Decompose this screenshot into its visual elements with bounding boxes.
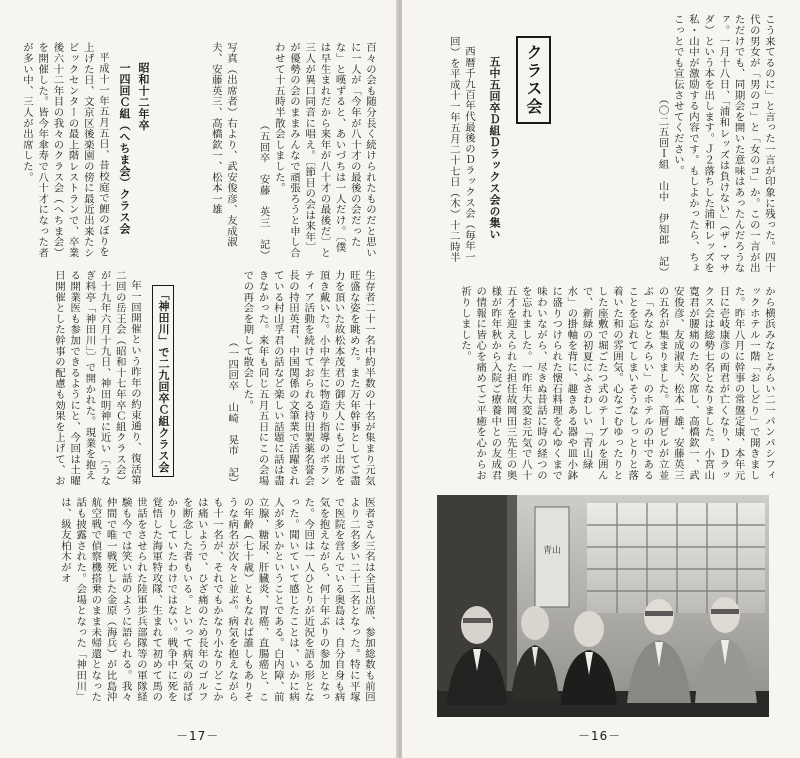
- right-text-col-a: [578, 14, 776, 278]
- left-col-a-signature: （五回卒 安藤 英三 記）: [257, 119, 270, 260]
- page-number-17: －17－: [176, 729, 220, 743]
- page-17: [0, 0, 398, 758]
- right-text-col-b: [424, 36, 476, 264]
- heading-kanda-gawa: 「神田川」で二九回卒Ｃ組クラス会: [152, 285, 174, 477]
- photo-caption: 写真（出席者）右より、武安俊彦、友成淑夫、安藤英三、高橋欽一、松本一雄: [209, 42, 237, 248]
- scroll-calligraphy: 青山: [542, 546, 562, 556]
- right-col-a-text: こう来てるのに」と言った一言が印象に残った。四十代の男女が「男のコ」と「女のコ」か。この一言が出ただけでも、同期会を開いた意味はあったんだろうなァ。一月十八日、「浦和レッズは負けない」（ザ・マサダ）という本を出します。Ｊ２落ちした浦和レッズを私・山中が激励する内容です。もしよかったら、ちょこっとでも宣伝させてください。: [671, 14, 775, 274]
- group-photo-illustration: [437, 495, 769, 717]
- left-photo-caption: [158, 42, 238, 260]
- left-col-b-text: 平成十一年五月五日、昔校庭で鯉のぼりを上げた日、文京区後楽園の傍に最近出来たシビックセンターの最上階レストランで、卒業後六十二年目の我々のクラス会（へちま会）を開催した。皆今年傘寿で八十才になった者が多い中、三人が出席した。: [20, 42, 109, 258]
- heading-showa-12: 昭和十二年卒: [137, 62, 150, 131]
- left-col-a-text: 百々の会も随分長く続けられたものだと思いに一人が「今年が八十才の最後の会だったな」と嘆ずると、あいづちは一人だけ。〔僕は早生まれだから来年が八十才の最後だ〕と三人が異口同音に唱え。〔節目の会は来年〕が優勢の会のままみんなで頑張ろうと申し合わせて十五時半散会しました。: [272, 42, 376, 258]
- left-col-c-text: 生存者二十一名中約半数の十名が集まり元気旺盛な姿を眺めた。また万年幹事としてご盡力を頂いた故松本茂君の御夫人にもご出席を頂き戴いた。小中学生に物造り指導のボランティア活動を続けておられる持田製薬名誉会長の持田英君、中国関係の文筆業で活躍されている村山孚君の話など楽しい話題に話は盡きなかった。来年も同じ五月五日にこの会場での再会を期して散会した。: [241, 270, 375, 486]
- group-photo: [437, 495, 769, 717]
- left-text-col-b: [14, 42, 110, 260]
- left-text-col-e: [14, 497, 376, 705]
- left-col-d-text: 年一回開催という昨年の約束通り、復活第二回の岳王会（昭和十七年卒Ｃ組クラス会）が十九年六月十九日、神田明神に近い〔うなぎ料亭「神田川」〕で開かれた。現業を抱える開業医も参加できるようにと、今回は土曜日開催とした幹事の配慮も効果を上げて、お: [52, 270, 141, 486]
- left-text-col-a: [243, 42, 377, 260]
- left-col-c-signature: （一四回卒 山崎 晃市 記）: [226, 336, 239, 488]
- right-col-b-text: 西暦千九百年代最後のＤラックス会（毎年一回）を平成十一年五月二十七日（木）十二時半: [447, 36, 475, 263]
- heading-5th-d-class: 五中五回卒Ｄ組Ｄラックス会の集い: [488, 56, 501, 240]
- left-text-col-c: [190, 270, 376, 488]
- page-number-16: －16－: [578, 729, 622, 743]
- heading-14c-class-reunion: 一四回Ｃ組（へちま会）クラス会: [118, 62, 131, 235]
- right-text-col-c: [424, 286, 776, 482]
- right-col-a-signature: （〇二五回Ｉ組 山中 伊知郎 記）: [656, 94, 669, 278]
- right-col-c-text: から横浜みなとみらい二一パンパシフィックホテル一階「おしどり」で開きました。昨年八月に幹事の常盤定康、本年元日に壱岐康彦の両君が亡くなり、Ｄラックス会は総勢七名となりました。小宮山寛君が腰痛のため欠席し、高橋欽一、武安俊彦、友成淑夫、松本一雄、安藤英三の五名が集まりました。高層ビルが立並ぶ「みなとみらい」のホテルの中であることを忘れてしまいそうなしっとりと落着いた和の雰囲気。心なごむゆったりとした座敷で堀ごたつ式のテーブルを囲んで、新緑の初夏にふさわしい「青山緑水」の掛軸を背に、趣きある器や皿小鉢に盛りつけられた懐石料理を心ゆくまで味わいながら、尽きぬ昔話に時の経つのを忘れました。一昨年大変お元気で八十五才を迎えられた担任故岡田三先生の奥様が昨年秋から入院ご療養中との友成君の情報に皆心を痛めてご平癒を心からお祈りしました。: [458, 286, 775, 481]
- left-col-e-text: 医者さん三名は全員出席、参加総数も前回より二名多い二十二名となった。特に平塚で医院を営んでいる奥島は、自分自身も病気を抱えながら、何十年ぶりの参加となった。今回は一人ひとりが近況を語る形となった。聞いていて感じたことは、いかに病人が多いかということである。白内障、前立腺、糖尿、肝臓炎、胃癌、直腸癌と、この年齢（七十歳）ともなれば誰しもありそうな病名が次々と並ぶ。病気を抱えながらも十一名が、それでもかなり小なりどこかは痛いようで、ひざ痛のため長年のゴルフを断念した者もいる。といって病気の話ばかりしていたわけではない。戦争中に死を覚悟した海軍特攻隊、生まれて初めて馬の世話をさせられた陸軍歩兵部隊等の軍隊経験も今では笑い話のように語られる。我々仲間で唯一戦死した金原（海兵）が比島沖航空戦で偵察機搭乗のまま未帰還となった話も披露された。会場となった「神田川」は、級友柏木がオ: [58, 497, 375, 703]
- left-text-col-d: [14, 270, 142, 488]
- class-reunion-title: クラス会: [516, 36, 551, 124]
